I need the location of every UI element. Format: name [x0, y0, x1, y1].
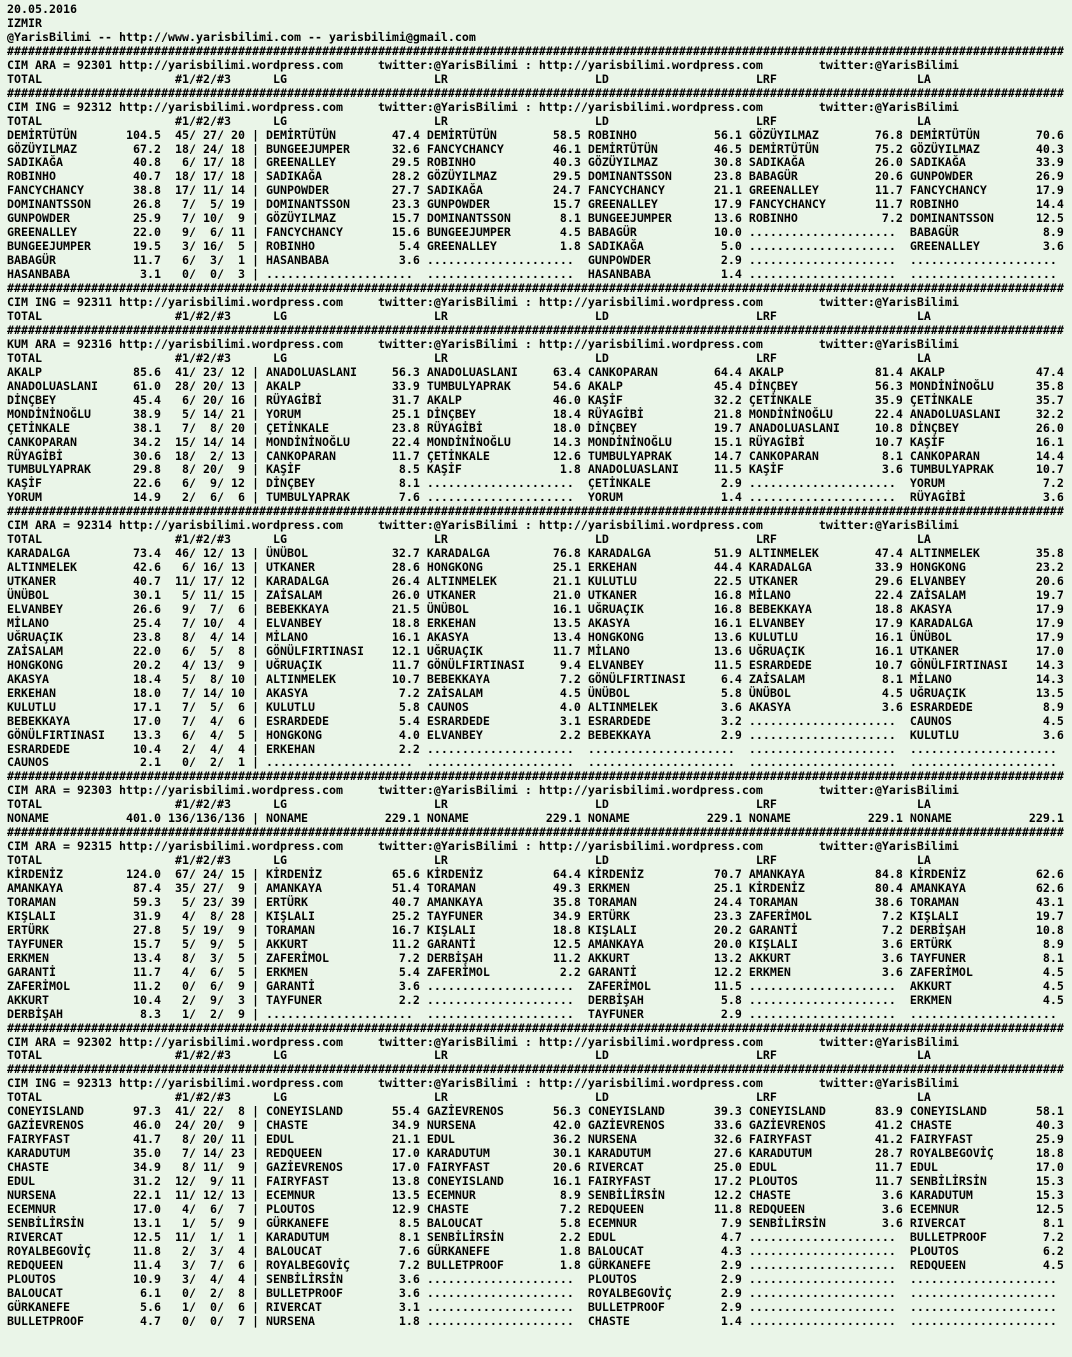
column-header: TOTAL #1/#2/#3 LG LR LD LRF LA [7, 532, 931, 547]
table-row: CAUNOS 2.1 0/ 2/ 1 | ..................... ..................... ..................... ..................... ..................... [7, 755, 1071, 770]
column-header: TOTAL #1/#2/#3 LG LR LD LRF LA [7, 71, 931, 86]
table-row: AKALP 85.6 41/ 23/ 12 | ANADOLUASLANI 56.3 ANADOLUASLANI 63.4 CANKOPARAN 64.4 AKALP 81.4 AKALP 47.4 [7, 364, 1071, 379]
table-row: GÜRKANEFE 5.6 1/ 0/ 6 | RIVERCAT 3.1 ..................... BULLETPROOF 2.9 ..................... ..................... [7, 1299, 1071, 1314]
table-row: BULLETPROOF 4.7 0/ 0/ 7 | NURSENA 1.8 ..................... CHASTE 1.4 ..................... ..................... [7, 1313, 1071, 1328]
table-row: DERBİŞAH 8.3 1/ 2/ 9 | ..................... ..................... TAYFUNER 2.9 ..................... ..................... [7, 1006, 1071, 1021]
table-row: PLOUTOS 10.9 3/ 4/ 4 | SENBİLİRSİN 3.6 ..................... PLOUTOS 2.9 ..................... ..................... [7, 1271, 1071, 1286]
file-contact: @YarisBilimi -- http://www.yarisbilimi.com -- yarisbilimi@gmail.com [7, 29, 476, 44]
table-row: SADIKAĞA 40.8 6/ 17/ 18 | GREENALLEY 29.5 ROBINHO 40.3 GÖZÜYILMAZ 30.8 SADIKAĞA 26.0 SADIKAĞA 33.9 [7, 155, 1071, 170]
table-row: ALTINMELEK 42.6 6/ 16/ 13 | UTKANER 28.6 HONGKONG 25.1 ERKEHAN 44.4 KARADALGA 33.9 HONGKONG 23.2 [7, 560, 1071, 575]
table-row: TORAMAN 59.3 5/ 23/ 39 | ERTÜRK 40.7 AMANKAYA 35.8 TORAMAN 24.4 TORAMAN 38.6 TORAMAN 43.1 [7, 895, 1071, 909]
table-row: UĞRUAÇIK 23.8 8/ 4/ 14 | MİLANO 16.1 AKASYA 13.4 HONGKONG 13.6 KULUTLU 16.1 ÜNÜBOL 17.9 [7, 629, 1071, 644]
table-row: ROBINHO 40.7 18/ 17/ 18 | SADIKAĞA 28.2 GÖZÜYILMAZ 29.5 DOMINANTSSON 23.8 BABAGÜR 20.6 GUNPOWDER 26.9 [7, 169, 1071, 184]
table-row: CANKOPARAN 34.2 15/ 14/ 14 | MONDİNİNOĞLU 22.4 MONDİNİNOĞLU 14.3 MONDİNİNOĞLU 15.1 RÜYAGİBİ 10.7 KAŞİF 16.1 [7, 434, 1071, 449]
table-row: BUNGEEJUMPER 19.5 3/ 16/ 5 | ROBINHO 5.4 GREENALLEY 1.8 SADIKAĞA 5.0 ..................... GREENALLEY 3.6 [7, 239, 1071, 254]
file-city: IZMIR [7, 15, 42, 30]
table-row: TUMBULYAPRAK 29.8 8/ 20/ 9 | KAŞİF 8.5 KAŞİF 1.8 ANADOLUASLANI 11.5 KAŞİF 3.6 TUMBULYAPRAK 10.7 [7, 462, 1071, 477]
table-row: ZAİSALAM 22.0 6/ 5/ 8 | GÖNÜLFIRTINASI 12.1 UĞRUAÇIK 11.7 MİLANO 13.6 UĞRUAÇIK 16.1 UTKANER 17.0 [7, 643, 1071, 658]
column-header: TOTAL #1/#2/#3 LG LR LD LRF LA [7, 853, 931, 868]
separator-line: ####################################################################################################################################################### [7, 43, 1064, 58]
table-row: KARADUTUM 35.0 7/ 14/ 23 | REDQUEEN 17.0 KARADUTUM 30.1 KARADUTUM 27.6 KARADUTUM 28.7 ROYALBEGOVİÇ 18.8 [7, 1146, 1071, 1161]
table-row: GREENALLEY 22.0 9/ 6/ 11 | FANCYCHANCY 15.6 BUNGEEJUMPER 4.5 BABAGÜR 10.0 ..................... BABAGÜR 8.9 [7, 225, 1071, 240]
table-row: GAZİEVRENOS 46.0 24/ 20/ 9 | CHASTE 34.9 NURSENA 42.0 GAZİEVRENOS 33.6 GAZİEVRENOS 41.2 CHASTE 40.3 [7, 1118, 1071, 1133]
table-row: ERKEHAN 18.0 7/ 14/ 10 | AKASYA 7.2 ZAİSALAM 4.5 ÜNÜBOL 5.8 ÜNÜBOL 4.5 UĞRUAÇIK 13.5 [7, 685, 1071, 700]
table-row: FAIRYFAST 41.7 8/ 20/ 11 | EDUL 21.1 EDUL 36.2 NURSENA 32.6 FAIRYFAST 41.2 FAIRYFAST 25.9 [7, 1132, 1071, 1147]
table-row: CONEYISLAND 97.3 41/ 22/ 8 | CONEYISLAND 55.4 GAZİEVRENOS 56.3 CONEYISLAND 39.3 CONEYISLAND 83.9 CONEYISLAND 58.1 [7, 1104, 1071, 1119]
separator-line: ####################################################################################################################################################### [7, 1020, 1064, 1035]
table-row: ELVANBEY 26.6 9/ 7/ 6 | BEBEKKAYA 21.5 ÜNÜBOL 16.1 UĞRUAÇIK 16.8 BEBEKKAYA 18.8 AKASYA 17.9 [7, 601, 1071, 616]
table-row: KIŞLALI 31.9 4/ 8/ 28 | KIŞLALI 25.2 TAYFUNER 34.9 ERTÜRK 23.3 ZAFERİMOL 7.2 KIŞLALI 19.7 [7, 908, 1071, 923]
table-row: MİLANO 25.4 7/ 10/ 4 | ELVANBEY 18.8 ERKEHAN 13.5 AKASYA 16.1 ELVANBEY 17.9 KARADALGA 17.9 [7, 615, 1071, 630]
table-row: MONDİNİNOĞLU 38.9 5/ 14/ 21 | YORUM 25.1 DİNÇBEY 18.4 RÜYAGİBİ 21.8 MONDİNİNOĞLU 22.4 ANADOLUASLANI 32.2 [7, 406, 1071, 421]
table-row: AKASYA 18.4 5/ 8/ 10 | ALTINMELEK 10.7 BEBEKKAYA 7.2 GÖNÜLFIRTINASI 6.4 ZAİSALAM 8.1 MİLANO 14.3 [7, 671, 1071, 686]
table-row: CHASTE 34.9 8/ 11/ 9 | GAZİEVRENOS 17.0 FAIRYFAST 20.6 RIVERCAT 25.0 EDUL 11.7 EDUL 17.0 [7, 1160, 1071, 1175]
section-title: CIM ARA = 92314 http://yarisbilimi.wordpress.com twitter:@YarisBilimi : http://yarisbilimi.wordpress.com twitter:@YarisBilimi [7, 518, 959, 533]
table-row: KARADALGA 73.4 46/ 12/ 13 | ÜNÜBOL 32.7 KARADALGA 76.8 KARADALGA 51.9 ALTINMELEK 47.4 ALTINMELEK 35.8 [7, 546, 1071, 561]
column-header: TOTAL #1/#2/#3 LG LR LD LRF LA [7, 350, 931, 365]
column-header: TOTAL #1/#2/#3 LG LR LD LRF LA [7, 1048, 931, 1063]
column-header: TOTAL #1/#2/#3 LG LR LD LRF LA [7, 308, 931, 323]
table-row: ESRARDEDE 10.4 2/ 4/ 4 | ERKEHAN 2.2 ..................... ..................... ..................... ..................... [7, 741, 1071, 756]
table-row: YORUM 14.9 2/ 6/ 6 | TUMBULYAPRAK 7.6 ..................... YORUM 1.4 ..................... RÜYAGİBİ 3.6 [7, 490, 1071, 505]
table-row: NURSENA 22.1 11/ 12/ 13 | ECEMNUR 13.5 ECEMNUR 8.9 SENBİLİRSİN 12.2 CHASTE 3.6 KARADUTUM 15.3 [7, 1188, 1071, 1203]
table-row: GARANTİ 11.7 4/ 6/ 5 | ERKMEN 5.4 ZAFERİMOL 2.2 GARANTİ 12.2 ERKMEN 3.6 ZAFERİMOL 4.5 [7, 964, 1071, 979]
table-row: ZAFERİMOL 11.2 0/ 6/ 9 | GARANTİ 3.6 ..................... ZAFERİMOL 11.5 ..................... AKKURT 4.5 [7, 978, 1071, 993]
table-row: HASANBABA 3.1 0/ 0/ 3 | ..................... ..................... HASANBABA 1.4 ..................... ..................... [7, 267, 1071, 282]
table-row: ÇETİNKALE 38.1 7/ 8/ 20 | ÇETİNKALE 23.8 RÜYAGİBİ 18.0 DİNÇBEY 19.7 ANADOLUASLANI 10.8 DİNÇBEY 26.0 [7, 420, 1071, 435]
separator-line: ####################################################################################################################################################### [7, 322, 1064, 337]
table-row: ECEMNUR 17.0 4/ 6/ 7 | PLOUTOS 12.9 CHASTE 7.2 REDQUEEN 11.8 REDQUEEN 3.6 ECEMNUR 12.5 [7, 1201, 1071, 1216]
table-row: UTKANER 40.7 11/ 17/ 12 | KARADALGA 26.4 ALTINMELEK 21.1 KULUTLU 22.5 UTKANER 29.6 ELVANBEY 20.6 [7, 574, 1071, 589]
table-row: FANCYCHANCY 38.8 17/ 11/ 14 | GUNPOWDER 27.7 SADIKAĞA 24.7 FANCYCHANCY 21.1 GREENALLEY 11.7 FANCYCHANCY 17.9 [7, 183, 1071, 198]
table-row: TAYFUNER 15.7 5/ 9/ 5 | AKKURT 11.2 GARANTİ 12.5 AMANKAYA 20.0 KIŞLALI 3.6 ERTÜRK 8.9 [7, 936, 1071, 951]
table-row: HONGKONG 20.2 4/ 13/ 9 | UĞRUAÇIK 11.7 GÖNÜLFIRTINASI 9.4 ELVANBEY 11.5 ESRARDEDE 10.7 GÖNÜLFIRTINASI 14.3 [7, 657, 1071, 672]
table-row: DEMİRTÜTÜN 104.5 45/ 27/ 20 | DEMİRTÜTÜN 47.4 DEMİRTÜTÜN 58.5 ROBINHO 56.1 GÖZÜYILMAZ 76.8 DEMİRTÜTÜN 70.6 [7, 127, 1071, 142]
table-row: ANADOLUASLANI 61.0 28/ 20/ 13 | AKALP 33.9 TUMBULYAPRAK 54.6 AKALP 45.4 DİNÇBEY 56.3 MONDİNİNOĞLU 35.8 [7, 378, 1071, 393]
table-row: AKKURT 10.4 2/ 9/ 3 | TAYFUNER 2.2 ..................... DERBİŞAH 5.8 ..................... ERKMEN 4.5 [7, 992, 1071, 1007]
separator-line: ####################################################################################################################################################### [7, 1062, 1064, 1077]
section-title: CIM ARA = 92315 http://yarisbilimi.wordpress.com twitter:@YarisBilimi : http://yarisbilimi.wordpress.com twitter:@YarisBilimi [7, 839, 959, 854]
section-title: KUM ARA = 92316 http://yarisbilimi.wordpress.com twitter:@YarisBilimi : http://yarisbilimi.wordpress.com twitter:@YarisBilimi [7, 336, 959, 351]
table-row: REDQUEEN 11.4 3/ 7/ 6 | ROYALBEGOVİÇ 7.2 BULLETPROOF 1.8 GÜRKANEFE 2.9 ..................... REDQUEEN 4.5 [7, 1257, 1071, 1272]
column-header: TOTAL #1/#2/#3 LG LR LD LRF LA [7, 797, 931, 812]
file-date: 20.05.2016 [7, 2, 77, 16]
section-title: CIM ARA = 92302 http://yarisbilimi.wordpress.com twitter:@YarisBilimi : http://yarisbilimi.wordpress.com twitter:@YarisBilimi [7, 1034, 959, 1049]
table-row: BALOUCAT 6.1 0/ 2/ 8 | BULLETPROOF 3.6 ..................... ROYALBEGOVİÇ 2.9 ..................... ..................... [7, 1285, 1071, 1300]
table-row: ÜNÜBOL 30.1 5/ 11/ 15 | ZAİSALAM 26.0 UTKANER 21.0 UTKANER 16.8 MİLANO 22.4 ZAİSALAM 19.7 [7, 588, 1071, 603]
table-row: GÖZÜYILMAZ 67.2 18/ 24/ 18 | BUNGEEJUMPER 32.6 FANCYCHANCY 46.1 DEMİRTÜTÜN 46.5 DEMİRTÜTÜN 75.2 GÖZÜYILMAZ 40.3 [7, 141, 1071, 156]
table-row: DİNÇBEY 45.4 6/ 20/ 16 | RÜYAGİBİ 31.7 AKALP 46.0 KAŞİF 32.2 ÇETİNKALE 35.9 ÇETİNKALE 35.7 [7, 392, 1071, 407]
table-row: DOMINANTSSON 26.8 7/ 5/ 19 | DOMINANTSSON 23.3 GUNPOWDER 15.7 GREENALLEY 17.9 FANCYCHANCY 11.7 ROBINHO 14.4 [7, 197, 1071, 212]
section-title: CIM ING = 92311 http://yarisbilimi.wordpress.com twitter:@YarisBilimi : http://yarisbilimi.wordpress.com twitter:@YarisBilimi [7, 295, 959, 310]
table-row: GÖNÜLFIRTINASI 13.3 6/ 4/ 5 | HONGKONG 4.0 ELVANBEY 2.2 BEBEKKAYA 2.9 ..................... KULUTLU 3.6 [7, 727, 1071, 742]
table-row: RIVERCAT 12.5 11/ 1/ 1 | KARADUTUM 8.1 SENBİLİRSİN 2.2 EDUL 4.7 ..................... BULLETPROOF 7.2 [7, 1229, 1071, 1244]
section-title: CIM ARA = 92303 http://yarisbilimi.wordpress.com twitter:@YarisBilimi : http://yarisbilimi.wordpress.com twitter:@YarisBilimi [7, 783, 959, 798]
table-row: EDUL 31.2 12/ 9/ 11 | FAIRYFAST 13.8 CONEYISLAND 16.1 FAIRYFAST 17.2 PLOUTOS 11.7 SENBİLİRSİN 15.3 [7, 1174, 1071, 1189]
table-row: KİRDENİZ 124.0 67/ 24/ 15 | KİRDENİZ 65.6 KİRDENİZ 64.4 KİRDENİZ 70.7 AMANKAYA 84.8 KİRDENİZ 62.6 [7, 867, 1071, 882]
section-title: CIM ING = 92313 http://yarisbilimi.wordpress.com twitter:@YarisBilimi : http://yarisbilimi.wordpress.com twitter:@YarisBilimi [7, 1076, 959, 1091]
section-title: CIM ARA = 92301 http://yarisbilimi.wordpress.com twitter:@YarisBilimi : http://yarisbilimi.wordpress.com twitter:@YarisBilimi [7, 57, 959, 72]
table-row: BABAGÜR 11.7 6/ 3/ 1 | HASANBABA 3.6 ..................... GUNPOWDER 2.9 ..................... ..................... [7, 253, 1071, 268]
separator-line: ####################################################################################################################################################### [7, 504, 1064, 519]
table-row: SENBİLİRSİN 13.1 1/ 5/ 9 | GÜRKANEFE 8.5 BALOUCAT 5.8 ECEMNUR 7.9 SENBİLİRSİN 3.6 RIVERCAT 8.1 [7, 1215, 1071, 1230]
separator-line: ####################################################################################################################################################### [7, 769, 1064, 784]
table-row: AMANKAYA 87.4 35/ 27/ 9 | AMANKAYA 51.4 TORAMAN 49.3 ERKMEN 25.1 KİRDENİZ 80.4 AMANKAYA 62.6 [7, 881, 1071, 896]
table-row: GUNPOWDER 25.9 7/ 10/ 9 | GÖZÜYILMAZ 15.7 DOMINANTSSON 8.1 BUNGEEJUMPER 13.6 ROBINHO 7.2 DOMINANTSSON 12.5 [7, 211, 1071, 226]
separator-line: ####################################################################################################################################################### [7, 85, 1064, 100]
table-row: ERKMEN 13.4 8/ 3/ 5 | ZAFERİMOL 7.2 DERBİŞAH 11.2 AKKURT 13.2 AKKURT 3.6 TAYFUNER 8.1 [7, 950, 1071, 965]
column-header: TOTAL #1/#2/#3 LG LR LD LRF LA [7, 113, 931, 128]
section-title: CIM ING = 92312 http://yarisbilimi.wordpress.com twitter:@YarisBilimi : http://yarisbilimi.wordpress.com twitter:@YarisBilimi [7, 99, 959, 114]
table-row: NONAME 401.0 136/136/136 | NONAME 229.1 NONAME 229.1 NONAME 229.1 NONAME 229.1 NONAME 229.1 [7, 811, 1071, 826]
table-row: RÜYAGİBİ 30.6 18/ 2/ 13 | CANKOPARAN 11.7 ÇETİNKALE 12.6 TUMBULYAPRAK 14.7 CANKOPARAN 8.1 CANKOPARAN 14.4 [7, 448, 1071, 463]
table-row: ROYALBEGOVİÇ 11.8 2/ 3/ 4 | BALOUCAT 7.6 GÜRKANEFE 1.8 BALOUCAT 4.3 ..................... PLOUTOS 6.2 [7, 1243, 1071, 1258]
separator-line: ####################################################################################################################################################### [7, 281, 1064, 296]
column-header: TOTAL #1/#2/#3 LG LR LD LRF LA [7, 1090, 931, 1105]
table-row: KULUTLU 17.1 7/ 5/ 6 | KULUTLU 5.8 CAUNOS 4.0 ALTINMELEK 3.6 AKASYA 3.6 ESRARDEDE 8.9 [7, 699, 1071, 714]
table-row: ERTÜRK 27.8 5/ 19/ 9 | TORAMAN 16.7 KIŞLALI 18.8 KIŞLALI 20.2 GARANTİ 7.2 DERBİŞAH 10.8 [7, 922, 1071, 937]
table-row: BEBEKKAYA 17.0 7/ 4/ 6 | ESRARDEDE 5.4 ESRARDEDE 3.1 ESRARDEDE 3.2 ..................... CAUNOS 4.5 [7, 713, 1071, 728]
table-row: KAŞİF 22.6 6/ 9/ 12 | DİNÇBEY 8.1 ..................... ÇETİNKALE 2.9 ..................... YORUM 7.2 [7, 476, 1071, 491]
separator-line: ####################################################################################################################################################### [7, 825, 1064, 840]
